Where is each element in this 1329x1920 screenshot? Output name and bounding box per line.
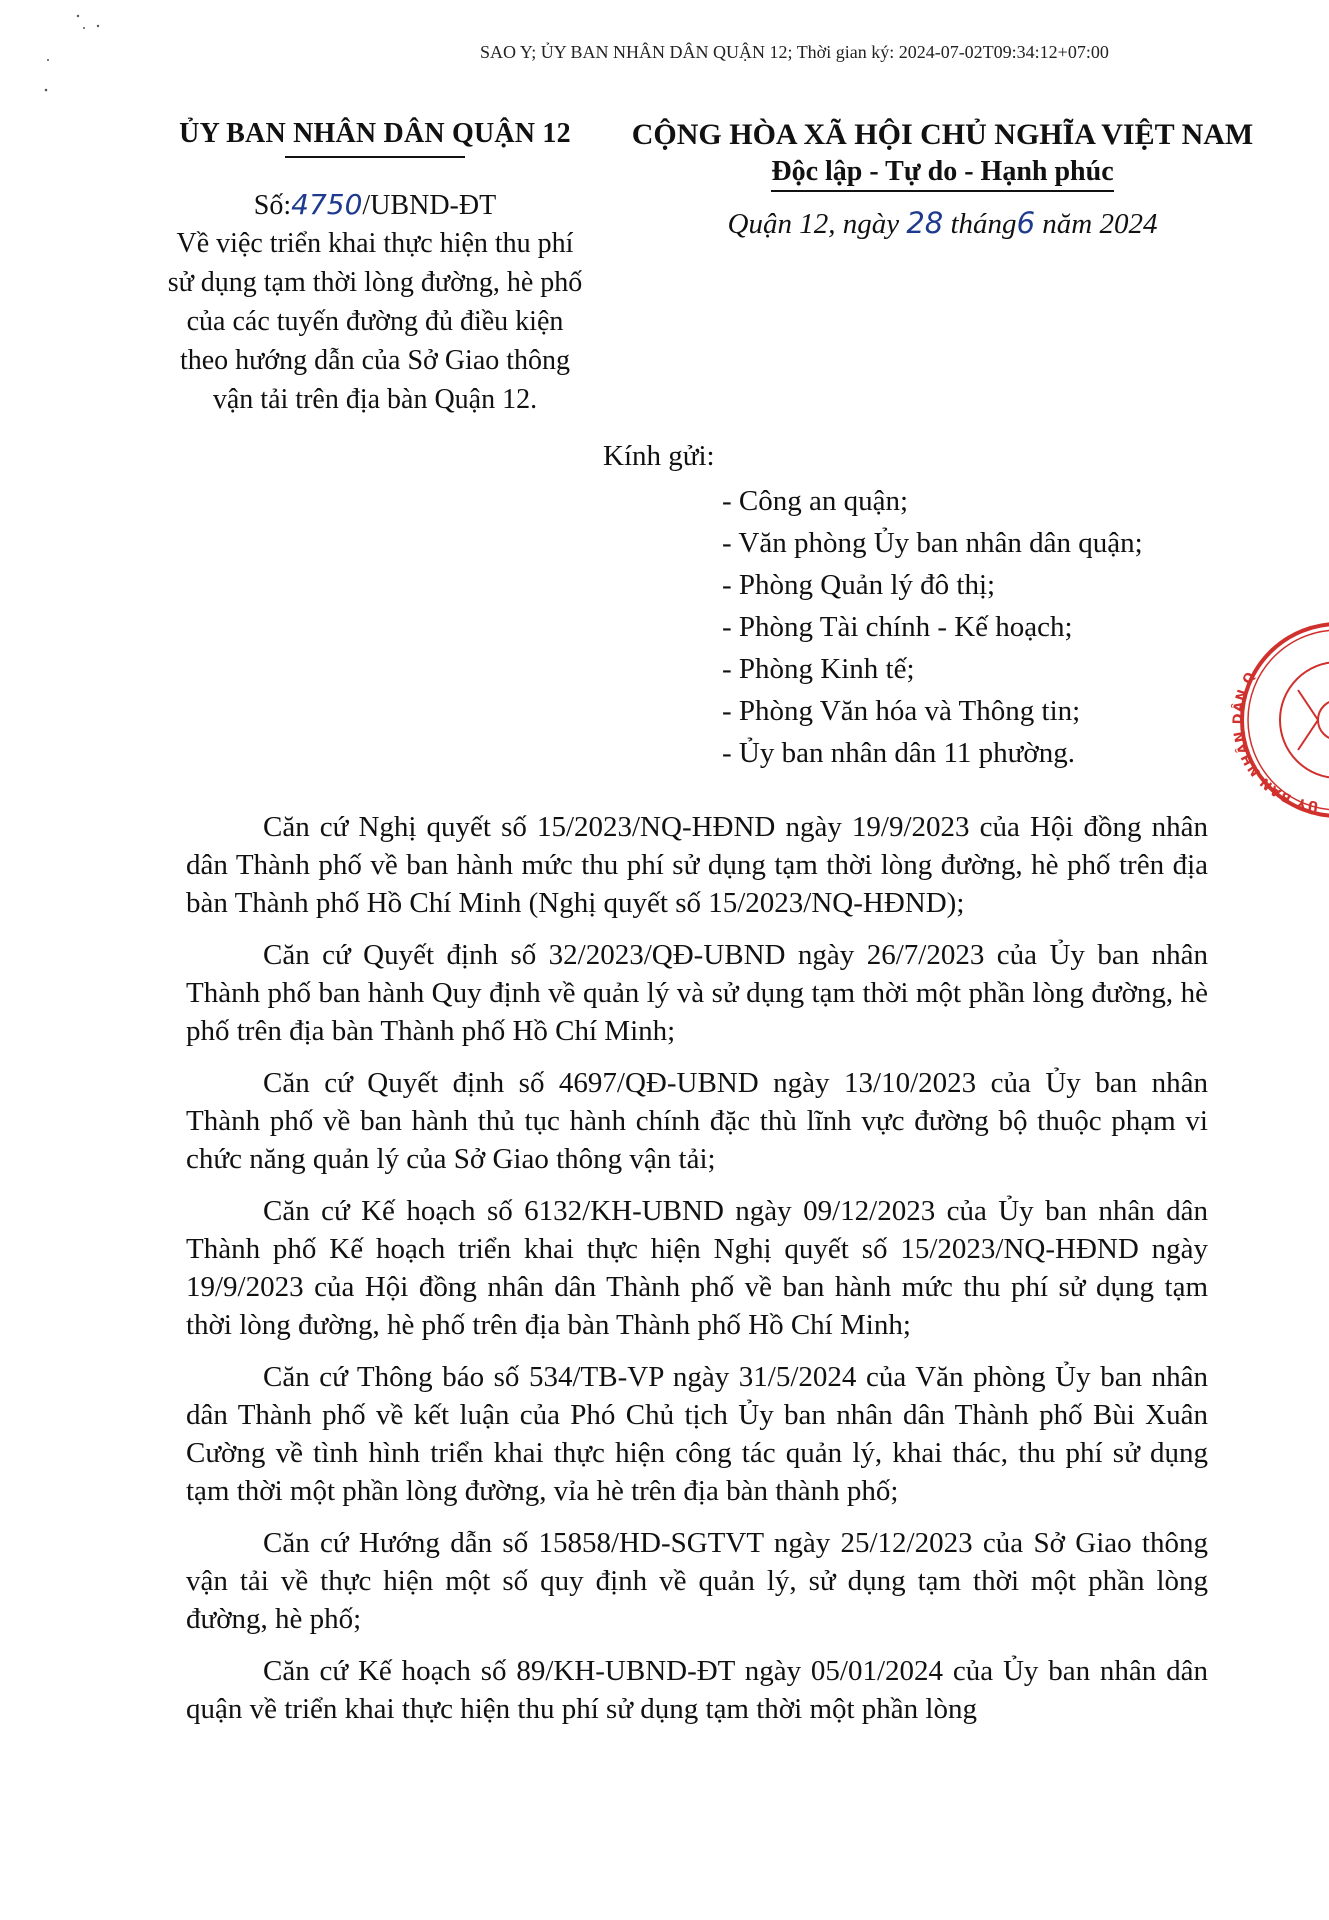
national-header xyxy=(615,118,1270,241)
legal-basis-paragraph: Căn cứ Kế hoạch số 6132/KH-UBND ngày 09/12/2023 của Ủy ban nhân dân Thành phố Kế hoạch triển khai thực hiện Nghị quyết số 15/2023/NQ-HĐND ngày 19/9/2023 của Hội đồng nhân dân Thành phố về ban hành mức thu phí sử dụng tạm thời lòng đường, hè phố trên địa bàn Thành phố Hồ Chí Minh; xyxy=(186,1195,1208,1341)
addressee-label: Kính gửi: xyxy=(603,440,715,472)
recipient-item: - Ủy ban nhân dân 11 phường. xyxy=(722,737,1075,769)
issuer-block xyxy=(150,118,600,419)
number-suffix: /UBND-ĐT xyxy=(362,190,497,221)
date-text: tháng xyxy=(943,208,1017,240)
svg-text:ỦY BAN NHÂN DÂN Q: ỦY BAN NHÂN DÂN Q xyxy=(1230,669,1320,813)
recipient-item: - Phòng Quản lý đô thị; xyxy=(722,569,996,601)
subject-line: theo hướng dẫn của Sở Giao thông xyxy=(179,345,571,376)
recipient-item: - Phòng Tài chính - Kế hoạch; xyxy=(722,611,1073,643)
subject-line: của các tuyến đường đủ điều kiện xyxy=(186,306,564,337)
subject-line: Về việc triển khai thực hiện thu phí xyxy=(176,228,574,259)
document-subject xyxy=(150,224,600,419)
document-number xyxy=(150,188,600,222)
subject-line: vận tải trên địa bàn Quận 12. xyxy=(212,384,538,415)
issuing-organization: ỦY BAN NHÂN DÂN QUẬN 12 xyxy=(179,118,571,149)
scan-specks xyxy=(40,8,130,98)
copy-signature-stamp: SAO Y; ỦY BAN NHÂN DÂN QUẬN 12; Thời gian ký: 2024-07-02T09:34:12+07:00 xyxy=(480,42,1109,62)
nation-title: CỘNG HÒA XÃ HỘI CHỦ NGHĨA VIỆT NAM xyxy=(631,118,1254,151)
org-underline xyxy=(285,156,465,158)
document-body xyxy=(186,808,1208,1742)
legal-basis-paragraph: Căn cứ Quyết định số 4697/QĐ-UBND ngày 13/10/2023 của Ủy ban nhân Thành phố về ban hành thủ tục hành chính đặc thù lĩnh vực đường bộ thuộc phạm vi chức năng quản lý của Sở Giao thông vận tải; xyxy=(186,1067,1208,1175)
date-text: năm 2024 xyxy=(1035,208,1158,240)
legal-basis-paragraph: Căn cứ Thông báo số 534/TB-VP ngày 31/5/2024 của Văn phòng Ủy ban nhân dân Thành phố về kết luận của Phó Chủ tịch Ủy ban nhân dân Thành phố Bùi Xuân Cường về tình hình triển khai thực hiện công tác quản lý, khai thác, thu phí sử dụng tạm thời một phần lòng đường, vỉa hè trên địa bàn thành phố; xyxy=(186,1361,1208,1507)
recipient-item: - Công an quận; xyxy=(722,485,909,517)
subject-line: sử dụng tạm thời lòng đường, hè phố xyxy=(167,267,583,298)
date-text: Quận 12, ngày xyxy=(727,208,907,240)
legal-basis-paragraph: Căn cứ Kế hoạch số 89/KH-UBND-ĐT ngày 05/01/2024 của Ủy ban nhân dân quận về triển khai thực hiện thu phí sử dụng tạm thời một phần lòng xyxy=(186,1655,1208,1725)
recipient-item: - Văn phòng Ủy ban nhân dân quận; xyxy=(722,527,1143,559)
official-seal xyxy=(1228,612,1329,832)
number-prefix: Số: xyxy=(253,190,292,221)
number-handwritten: 4750 xyxy=(291,188,363,221)
recipient-item: - Phòng Kinh tế; xyxy=(722,653,915,685)
recipient-item: - Phòng Văn hóa và Thông tin; xyxy=(722,695,1081,727)
date-month-handwritten: 6 xyxy=(1016,206,1036,240)
date-day-handwritten: 28 xyxy=(906,206,944,240)
national-motto: Độc lập - Tự do - Hạnh phúc xyxy=(771,156,1113,192)
recipient-list xyxy=(722,480,1143,774)
legal-basis-paragraph: Căn cứ Nghị quyết số 15/2023/NQ-HĐND ngày 19/9/2023 của Hội đồng nhân dân Thành phố về ban hành mức thu phí sử dụng tạm thời lòng đường, hè phố trên địa bàn Thành phố Hồ Chí Minh (Nghị quyết số 15/2023/NQ-HĐND); xyxy=(186,811,1208,919)
document-date xyxy=(615,206,1270,241)
legal-basis-paragraph: Căn cứ Hướng dẫn số 15858/HD-SGTVT ngày 25/12/2023 của Sở Giao thông vận tải về thực hiện một số quy định về quản lý, sử dụng tạm thời một phần lòng đường, hè phố; xyxy=(186,1527,1208,1635)
legal-basis-paragraph: Căn cứ Quyết định số 32/2023/QĐ-UBND ngày 26/7/2023 của Ủy ban nhân Thành phố ban hành Quy định về quản lý và sử dụng tạm thời một phần lòng đường, hè phố trên địa bàn Thành phố Hồ Chí Minh; xyxy=(186,939,1208,1047)
